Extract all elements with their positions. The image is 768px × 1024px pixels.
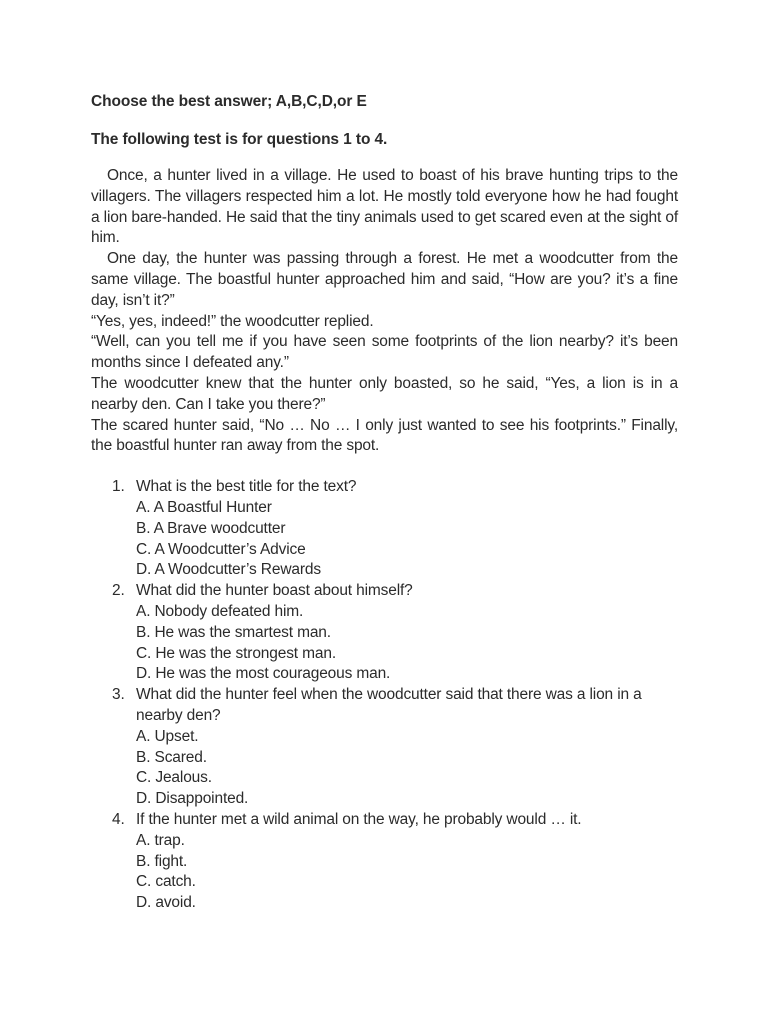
answer-option: D. avoid. — [136, 894, 196, 912]
instruction-text: Choose the best answer; A,B,C,D,or E — [91, 93, 367, 110]
answer-option: B. fight. — [136, 852, 188, 870]
document-page — [91, 92, 678, 914]
reading-passage — [91, 166, 678, 457]
passage-paragraph: One day, the hunter was passing through a forest. He met a woodcutter from the same village. The boastful hunter approached him and said, “How are you? it’s a fine day, isn’t it?” — [91, 250, 678, 309]
question-number: 2. — [112, 582, 125, 600]
question-number: 1. — [112, 478, 125, 496]
answer-options — [136, 831, 678, 914]
question-item — [91, 477, 678, 581]
question-text: What did the hunter boast about himself? — [136, 582, 413, 600]
answer-option: A. A Boastful Hunter — [136, 498, 272, 516]
question-text: What did the hunter feel when the woodcutter said that there was a lion in a nearby den? — [136, 686, 642, 724]
answer-option: B. He was the smartest man. — [136, 623, 331, 641]
question-list — [91, 477, 678, 914]
question-text: If the hunter met a wild animal on the way, he probably would … it. — [136, 810, 582, 828]
question-item — [91, 581, 678, 685]
passage-paragraph: “Well, can you tell me if you have seen some footprints of the lion nearby? it’s been months since I defeated any.” — [91, 333, 678, 372]
answer-option: A. Nobody defeated him. — [136, 602, 304, 620]
passage-paragraph: The scared hunter said, “No … No … I only just wanted to see his footprints.” Finally, the boastful hunter ran away from the spot. — [91, 416, 678, 455]
answer-option: A. Upset. — [136, 727, 199, 745]
answer-option: B. Scared. — [136, 748, 207, 766]
answer-options — [136, 727, 678, 810]
question-text: What is the best title for the text? — [136, 478, 357, 496]
answer-option: D. He was the most courageous man. — [136, 665, 391, 683]
answer-options — [136, 498, 678, 581]
answer-option: C. Jealous. — [136, 769, 212, 787]
answer-option: C. catch. — [136, 873, 196, 891]
answer-option: C. A Woodcutter’s Advice — [136, 540, 306, 558]
section-heading: The following test is for questions 1 to 4. — [91, 131, 388, 148]
passage-paragraph: The woodcutter knew that the hunter only boasted, so he said, “Yes, a lion is in a nearby den. Can I take you there?” — [91, 374, 678, 413]
answer-option: C. He was the strongest man. — [136, 644, 336, 662]
passage-paragraph: Once, a hunter lived in a village. He used to boast of his brave hunting trips to the villagers. The villagers respected him a lot. He mostly told everyone how he had fought a lion bare-handed. He said that the tiny animals used to get scared even at the sight of him. — [91, 167, 678, 247]
answer-option: D. A Woodcutter’s Rewards — [136, 561, 321, 579]
question-number: 3. — [112, 686, 125, 704]
passage-paragraph: “Yes, yes, indeed!” the woodcutter replied. — [91, 312, 374, 330]
answer-option: B. A Brave woodcutter — [136, 519, 286, 537]
question-item — [91, 810, 678, 914]
answer-option: D. Disappointed. — [136, 790, 249, 808]
answer-options — [136, 602, 678, 685]
answer-option: A. trap. — [136, 831, 185, 849]
question-item — [91, 685, 678, 810]
question-number: 4. — [112, 810, 125, 828]
